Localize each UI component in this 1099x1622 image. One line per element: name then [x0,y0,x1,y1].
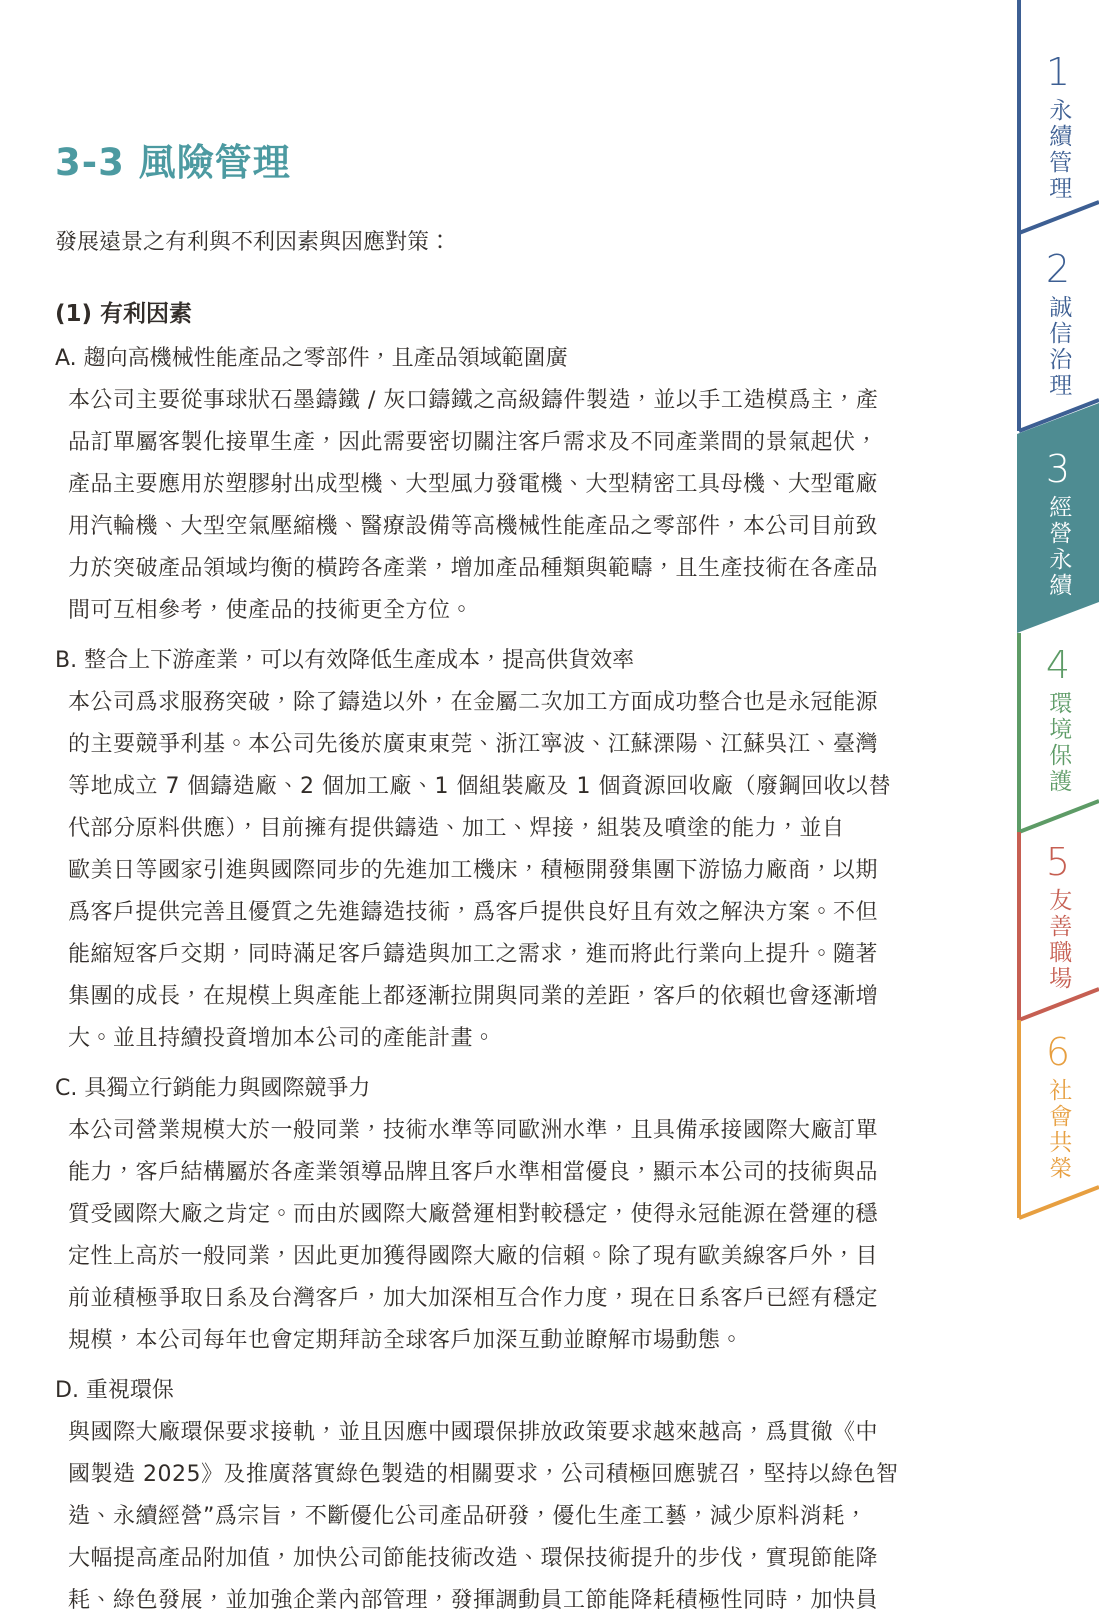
tab-label: 永續管理 [1045,98,1072,202]
paragraph-line: 本公司主要從事球狀石墨鑄鐵 / 灰口鑄鐵之高級鑄件製造，並以手工造模爲主，產 [68,388,879,413]
section-heading: C. 具獨立行銷能力與國際競爭力 [55,1076,371,1101]
intro-text: 發展遠景之有利與不利因素與因應對策： [55,230,452,255]
chapter-tab-decoration [1017,0,1099,1600]
paragraph-line: 等地成立 7 個鑄造廠、2 個加工廠、1 個組裝廠及 1 個資源回收廠（廢鋼回收以替 [68,774,891,799]
section-c [55,1068,945,1362]
sidebar-tab-3[interactable] [1017,449,1099,603]
section-heading: B. 整合上下游產業，可以有效降低生產成本，提高供貨效率 [55,648,635,673]
tab-number: 1 [1045,50,1071,94]
content-column [55,140,945,1622]
chapter-tab-bar [1017,0,1099,1600]
tab-label: 友善職場 [1045,888,1072,992]
tab-label: 誠信治理 [1045,295,1072,399]
sidebar-tab-2[interactable] [1017,249,1099,403]
paragraph-line: 前並積極爭取日系及台灣客戶，加大加深相互合作力度，現在日系客戶已經有穩定 [68,1286,879,1311]
paragraph-line: 大。並且持續投資增加本公司的產能計畫。 [68,1026,496,1051]
paragraph-line: 集團的成長，在規模上與產能上都逐漸拉開與同業的差距，客戶的依賴也會逐漸增 [68,984,879,1009]
paragraph-line: 本公司爲求服務突破，除了鑄造以外，在金屬二次加工方面成功整合也是永冠能源 [68,690,879,715]
tab-number: 2 [1045,247,1071,291]
section-heading: A. 趨向高機械性能產品之零部件，且產品領域範圍廣 [55,346,568,371]
paragraph-line: 力於突破產品領域均衡的橫跨各產業，增加產品種類與範疇，且生產技術在各產品 [68,556,879,581]
section-body [55,1110,945,1362]
paragraph-line: 與國際大廠環保要求接軌，並且因應中國環保排放政策要求越來越高，爲貫徹《中 [68,1420,879,1445]
sidebar-tab-6[interactable] [1017,1032,1099,1186]
paragraph-line: 能力，客戶結構屬於各產業領導品牌且客戶水準相當優良，顯示本公司的技術與品 [68,1160,879,1185]
tab-number: 3 [1045,447,1071,491]
paragraph-line: 的主要競爭利基。本公司先後於廣東東莞、浙江寧波、江蘇溧陽、江蘇吳江、臺灣 [68,732,879,757]
paragraph-line: 用汽輪機、大型空氣壓縮機、醫療設備等高機械性能產品之零部件，本公司目前致 [68,514,879,539]
paragraph-line: 耗、綠色發展，並加強企業內部管理，發揮調動員工節能降耗積極性同時，加快員 [68,1588,879,1613]
tab-number: 4 [1045,643,1071,687]
paragraph-line: 規模，本公司每年也會定期拜訪全球客戶加深互動並瞭解市場動態。 [68,1328,744,1353]
paragraph-line: 國製造 2025》及推廣落實綠色製造的相關要求，公司積極回應號召，堅持以綠色智 [68,1462,899,1487]
sidebar-tab-4[interactable] [1017,645,1099,799]
sidebar-tab-5[interactable] [1017,842,1099,996]
paragraph-line: 間可互相參考，使產品的技術更全方位。 [68,598,474,623]
paragraph-line: 品訂單屬客製化接單生產，因此需要密切關注客戶需求及不同產業間的景氣起伏， [68,430,879,455]
paragraph-line: 本公司營業規模大於一般同業，技術水準等同歐洲水準，且具備承接國際大廠訂單 [68,1118,879,1143]
sidebar-tab-1[interactable] [1017,52,1099,206]
section-a [55,338,945,632]
sections-container [55,338,945,1622]
section-body [55,682,945,1060]
paragraph-line: 大幅提高產品附加值，加快公司節能技術改造、環保技術提升的步伐，實現節能降 [68,1546,879,1571]
tab-number: 5 [1045,840,1071,884]
section-d [55,1370,945,1622]
paragraph-line: 爲客戶提供完善且優質之先進鑄造技術，爲客戶提供良好且有效之解決方案。不但 [68,900,879,925]
subsection-heading: (1) 有利因素 [55,301,193,327]
section-b [55,640,945,1060]
page-title: 3-3 風險管理 [55,141,291,184]
paragraph-line: 定性上高於一般同業，因此更加獲得國際大廠的信賴。除了現有歐美線客戶外，目 [68,1244,879,1269]
section-heading: D. 重視環保 [55,1378,174,1403]
tab-label: 經營永續 [1045,495,1072,599]
tab-label: 環境保護 [1045,691,1072,795]
tab-number: 6 [1045,1030,1071,1074]
paragraph-line: 產品主要應用於塑膠射出成型機、大型風力發電機、大型精密工具母機、大型電廠 [68,472,879,497]
paragraph-line: 歐美日等國家引進與國際同步的先進加工機床，積極開發集團下游協力廠商，以期 [68,858,879,883]
paragraph-line: 質受國際大廠之肯定。而由於國際大廠營運相對較穩定，使得永冠能源在營運的穩 [68,1202,879,1227]
paragraph-line: 代部分原料供應），目前擁有提供鑄造、加工、焊接，組裝及噴塗的能力，並自 [68,816,845,841]
paragraph-line: 能縮短客戶交期，同時滿足客戶鑄造與加工之需求，進而將此行業向上提升。隨著 [68,942,879,967]
section-body [55,380,945,632]
section-body [55,1412,945,1622]
paragraph-line: 造、永續經營”爲宗旨，不斷優化公司產品研發，優化生產工藝，減少原料消耗， [68,1504,868,1529]
tab-label: 社會共榮 [1045,1078,1072,1182]
